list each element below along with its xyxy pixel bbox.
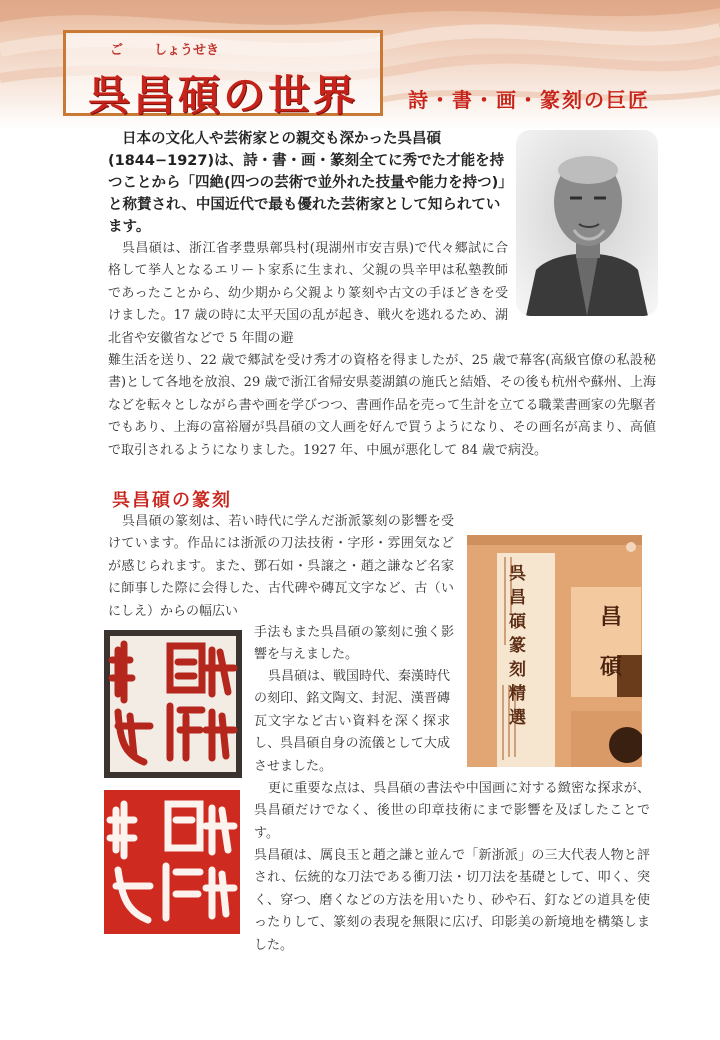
page-subtitle: 詩・書・画・篆刻の巨匠: [408, 88, 650, 112]
title-frame: [63, 30, 383, 120]
book-spine-characters: 昌 碩: [600, 604, 623, 680]
bio-paragraph-part1: 呉昌碩は、浙江省孝豊県鄣呉村(現湖州市安吉県)で代々郷試に合格して挙人となるエリート家系に生まれ、父親の呉辛甲は私塾教師であったことから、幼少期から父親より篆刻や古文の手ほどきを受けました。17 歳の時に太平天国の乱が起き、戦火を逃れるため、湖北省や安徽省などで 5 年間の避: [108, 241, 508, 346]
title-ruby-go: ご: [110, 43, 124, 58]
seal-paragraph-1b: 手法もまた呉昌碩の篆刻に強く影響を与えました。: [254, 625, 454, 663]
intro-lead-paragraph: 日本の文化人や芸術家との親交も深かった呉昌碩(1844−1927)は、詩・書・画・篆刻全てに秀でた才能を持つことから「四絶(四つの芸術で並外れた技量や能力を持つ)」と称賛され、中国近代で最も優れた芸術家として知られています。: [108, 131, 513, 235]
seal-paragraph-1a: 呉昌碩の篆刻は、若い時代に学んだ浙派篆刻の影響を受けています。作品には浙派の刀法技術・字形・雰囲気などが感じられます。また、鄧石如・呉譲之・趙之謙など名家に師事した際に会得した、古代碑や磚瓦文字など、古（いにしえ）からの幅広い: [108, 514, 454, 619]
seal-paragraph-3a: 更に重要な点は、呉昌碩の書法や中国画に対する緻密な探求が、呉昌碩だけでなく、後世の印章技術にまで影響を及ぼしたことです。: [254, 781, 650, 841]
page-title: 呉昌碩の世界: [88, 71, 359, 120]
bio-paragraph-part2: 難生活を送り、22 歳で郷試を受け秀才の資格を得ましたが、25 歳で幕客(高級官僚の私設秘書)として各地を放浪、29 歳で浙江省帰安県菱湖鎮の施氏と結婚、その後も杭州や蘇州、上海などを転々としながら書や画を学びつつ、書画作品を売って生計を立てる職業書画家の先駆者でもあり、上海の富裕層が呉昌碩の文人画を好んで買うようになり、その画名が高まり、高値で取引されるようになりました。1927 年、中風が悪化して 84 歳で病没。: [108, 353, 656, 458]
seal-paragraph-3b: 呉昌碩は、厲良玉と趙之謙と並んで「新浙派」の三大代表人物と評され、伝統的な刀法である衝刀法・切刀法を基礎として、叩く、突く、穿つ、磨くなどの方法を用いたり、砂や石、釘などの道具を使ったりして、篆刻の表現を無限に広げ、印影美の新境地を構築しました。: [254, 848, 650, 953]
portrait-photo: [516, 130, 658, 316]
seal-paragraph-2: 呉昌碩は、戦国時代、秦漢時代の刻印、銘文陶文、封泥、漢晋磚瓦文字など古い資料を深く探求し、呉昌碩自身の流儀として大成させました。: [254, 669, 451, 774]
book-title: 呉昌碩篆刻精選: [509, 564, 526, 728]
seal-impression-image-2: [104, 790, 240, 934]
seal-impression-image-1: [104, 630, 242, 778]
section-title-seal-carving: 呉昌碩の篆刻: [112, 490, 232, 511]
title-ruby-shouseki: しょうせき: [154, 43, 220, 58]
